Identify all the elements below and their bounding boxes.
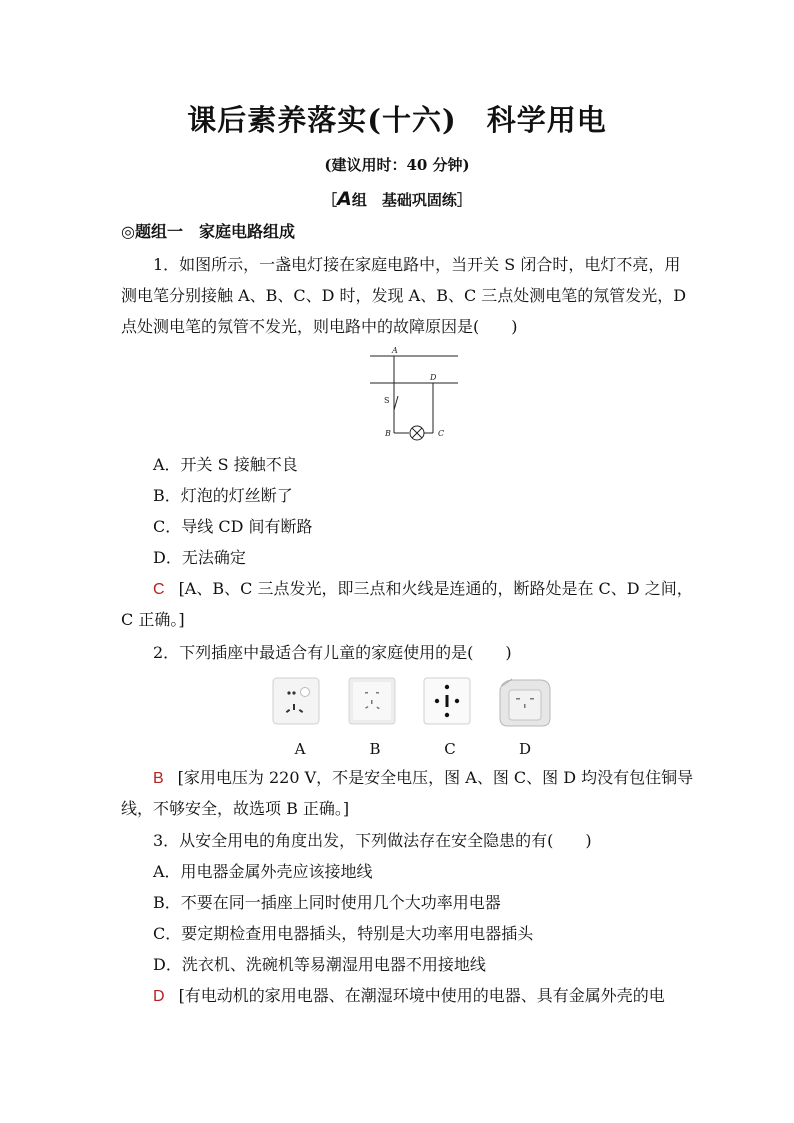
bracket-open: ［ xyxy=(322,191,338,209)
bracket-close: ］ xyxy=(456,191,472,209)
q3-stem: 3．从安全用电的角度出发，下列做法存在安全隐患的有( ) xyxy=(153,831,592,850)
label-d: D xyxy=(430,373,437,382)
label-c: C xyxy=(438,429,445,438)
q1-answer-line-2: C 正确。] xyxy=(121,610,185,629)
q1-answer-text: [A、B、C 三点发光，即三点和火线是连通的，断路处是在 C、D 之间， xyxy=(178,579,693,598)
section-label: ◎题组一 家庭电路组成 xyxy=(121,222,295,241)
group-letter: A xyxy=(337,188,352,210)
socket-d-image xyxy=(496,676,554,728)
q2-answer-line-1 xyxy=(153,768,709,789)
q1-answer-letter: C xyxy=(153,581,165,598)
q1-option-d: D．无法确定 xyxy=(153,548,246,567)
q1-stem-line-3: 点处测电笔的氖管不发光，则电路中的故障原因是( ) xyxy=(121,317,518,336)
q3-option-d: D．洗衣机、洗碗机等易潮湿用电器不用接地线 xyxy=(153,955,486,974)
socket-images xyxy=(270,676,570,728)
caption-b: B xyxy=(369,740,381,758)
socket-captions xyxy=(270,740,570,760)
q3-answer-text: [有电动机的家用电器、在潮湿环境中使用的电器、具有金属外壳的电 xyxy=(178,986,665,1005)
q3-option-b: B．不要在同一插座上同时使用几个大功率用电器 xyxy=(153,893,501,912)
q1-stem-line-2: 测电笔分别接触 A、B、C、D 时，发现 A、B、C 三点处测电笔的氖管发光，D xyxy=(121,286,687,305)
page-title: 课后素养落实(十六) 科学用电 xyxy=(187,103,607,137)
caption-c: C xyxy=(444,740,456,758)
q2-answer-letter: B xyxy=(153,770,164,787)
q2-stem: 2．下列插座中最适合有儿童的家庭使用的是( ) xyxy=(153,643,512,662)
q2-answer-line-2: 线，不够安全，故选项 B 正确。] xyxy=(121,799,350,818)
switch-s xyxy=(394,396,398,410)
socket-c-image xyxy=(423,676,473,728)
time-suggestion: (建议用时：40 分钟) xyxy=(324,156,470,174)
circuit-diagram xyxy=(365,340,465,452)
q1-option-b: B．灯泡的灯丝断了 xyxy=(153,486,293,505)
socket-b-image xyxy=(348,676,398,728)
q1-option-c: C．导线 CD 间有断路 xyxy=(153,517,313,536)
label-b: B xyxy=(385,429,391,438)
label-s: S xyxy=(384,396,390,405)
q1-option-a: A．开关 S 接触不良 xyxy=(153,455,298,474)
group-heading xyxy=(0,188,794,210)
caption-d: D xyxy=(518,740,532,758)
q3-option-a: A．用电器金属外壳应该接地线 xyxy=(153,862,373,881)
q1-answer-line-1 xyxy=(153,579,709,600)
q3-option-c: C．要定期检查用电器插头，特别是大功率用电器插头 xyxy=(153,924,534,943)
caption-a: A xyxy=(294,740,306,758)
socket-a-image xyxy=(272,676,322,728)
q2-answer-text: [家用电压为 220 V，不是安全电压，图 A、图 C、图 D 均没有包住铜导 xyxy=(177,768,694,787)
q3-answer-letter: D xyxy=(153,988,165,1005)
label-a: A xyxy=(392,346,398,355)
q3-answer-line-1 xyxy=(153,986,709,1007)
q1-stem-line-1: 1．如图所示，一盏电灯接在家庭电路中，当开关 S 闭合时，电灯不亮，用 xyxy=(153,255,681,274)
group-text: 组 基础巩固练 xyxy=(351,191,457,209)
